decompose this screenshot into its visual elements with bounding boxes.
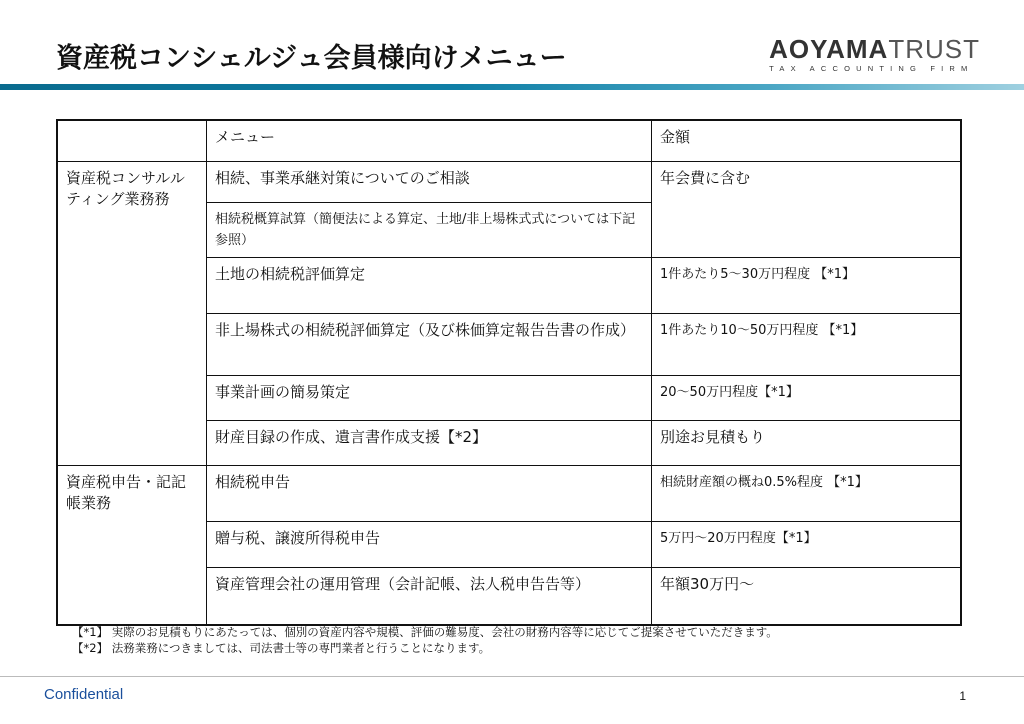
header-blank — [57, 120, 207, 161]
page-number: 1 — [959, 689, 966, 703]
page-title: 資産税コンシェルジュ会員様向けメニュー — [56, 43, 567, 74]
group-label: 資産税申告・記記帳業務 — [57, 465, 207, 625]
footnotes — [72, 624, 778, 656]
price-cell: 年額30万円～ — [652, 567, 962, 625]
price-cell: 1件あたり10～50万円程度 【*1】 — [652, 313, 962, 375]
menu-cell: 事業計画の簡易策定 — [207, 375, 652, 420]
price-cell: 5万円～20万円程度【*1】 — [652, 521, 962, 567]
footer-divider — [0, 676, 1024, 677]
company-logo — [769, 36, 980, 73]
menu-cell: 贈与税、譲渡所得税申告 — [207, 521, 652, 567]
confidential-label: Confidential — [44, 686, 124, 703]
price-cell: 1件あたり5～30万円程度 【*1】 — [652, 257, 962, 313]
footnote-1: 【*1】 実際のお見積もりにあたっては、個別の資産内容や規模、評価の難易度、会社の財務内容等に応じてご提案させていただきます。 — [72, 625, 778, 639]
group-label: 資産税コンサルルティング業務務 — [57, 161, 207, 465]
menu-cell: 資産管理会社の運用管理（会計記帳、法人税申告告等） — [207, 567, 652, 625]
menu-cell: 相続税申告 — [207, 465, 652, 521]
footnote-2: 【*2】 法務業務につきましては、司法書士等の専門業者と行うことになります。 — [72, 641, 491, 655]
table-row — [57, 465, 961, 521]
menu-cell: 非上場株式の相続税評価算定（及び株価算定報告告書の作成） — [207, 313, 652, 375]
menu-cell: 土地の相続税評価算定 — [207, 257, 652, 313]
menu-cell: 相続、事業承継対策についてのご相談 — [207, 161, 652, 202]
logo-name-bold: AOYAMA — [769, 34, 889, 64]
price-cell: 20～50万円程度【*1】 — [652, 375, 962, 420]
price-cell: 相続財産額の概ね0.5%程度 【*1】 — [652, 465, 962, 521]
header-menu: メニュー — [207, 120, 652, 161]
logo-wordmark — [769, 36, 980, 62]
price-cell: 別途お見積もり — [652, 420, 962, 465]
logo-name-light: TRUST — [888, 34, 980, 64]
header-rule — [0, 84, 1024, 90]
table-header-row — [57, 120, 961, 161]
logo-tagline: TAX ACCOUNTING FIRM — [769, 64, 974, 73]
menu-cell: 相続税概算試算（簡便法による算定、土地/非上場株式式については下記参照） — [207, 202, 652, 257]
menu-table — [56, 119, 962, 626]
menu-cell: 財産目録の作成、遺言書作成支援【*2】 — [207, 420, 652, 465]
header-price: 金額 — [652, 120, 962, 161]
table-row — [57, 161, 961, 202]
price-cell: 年会費に含む — [652, 161, 962, 257]
